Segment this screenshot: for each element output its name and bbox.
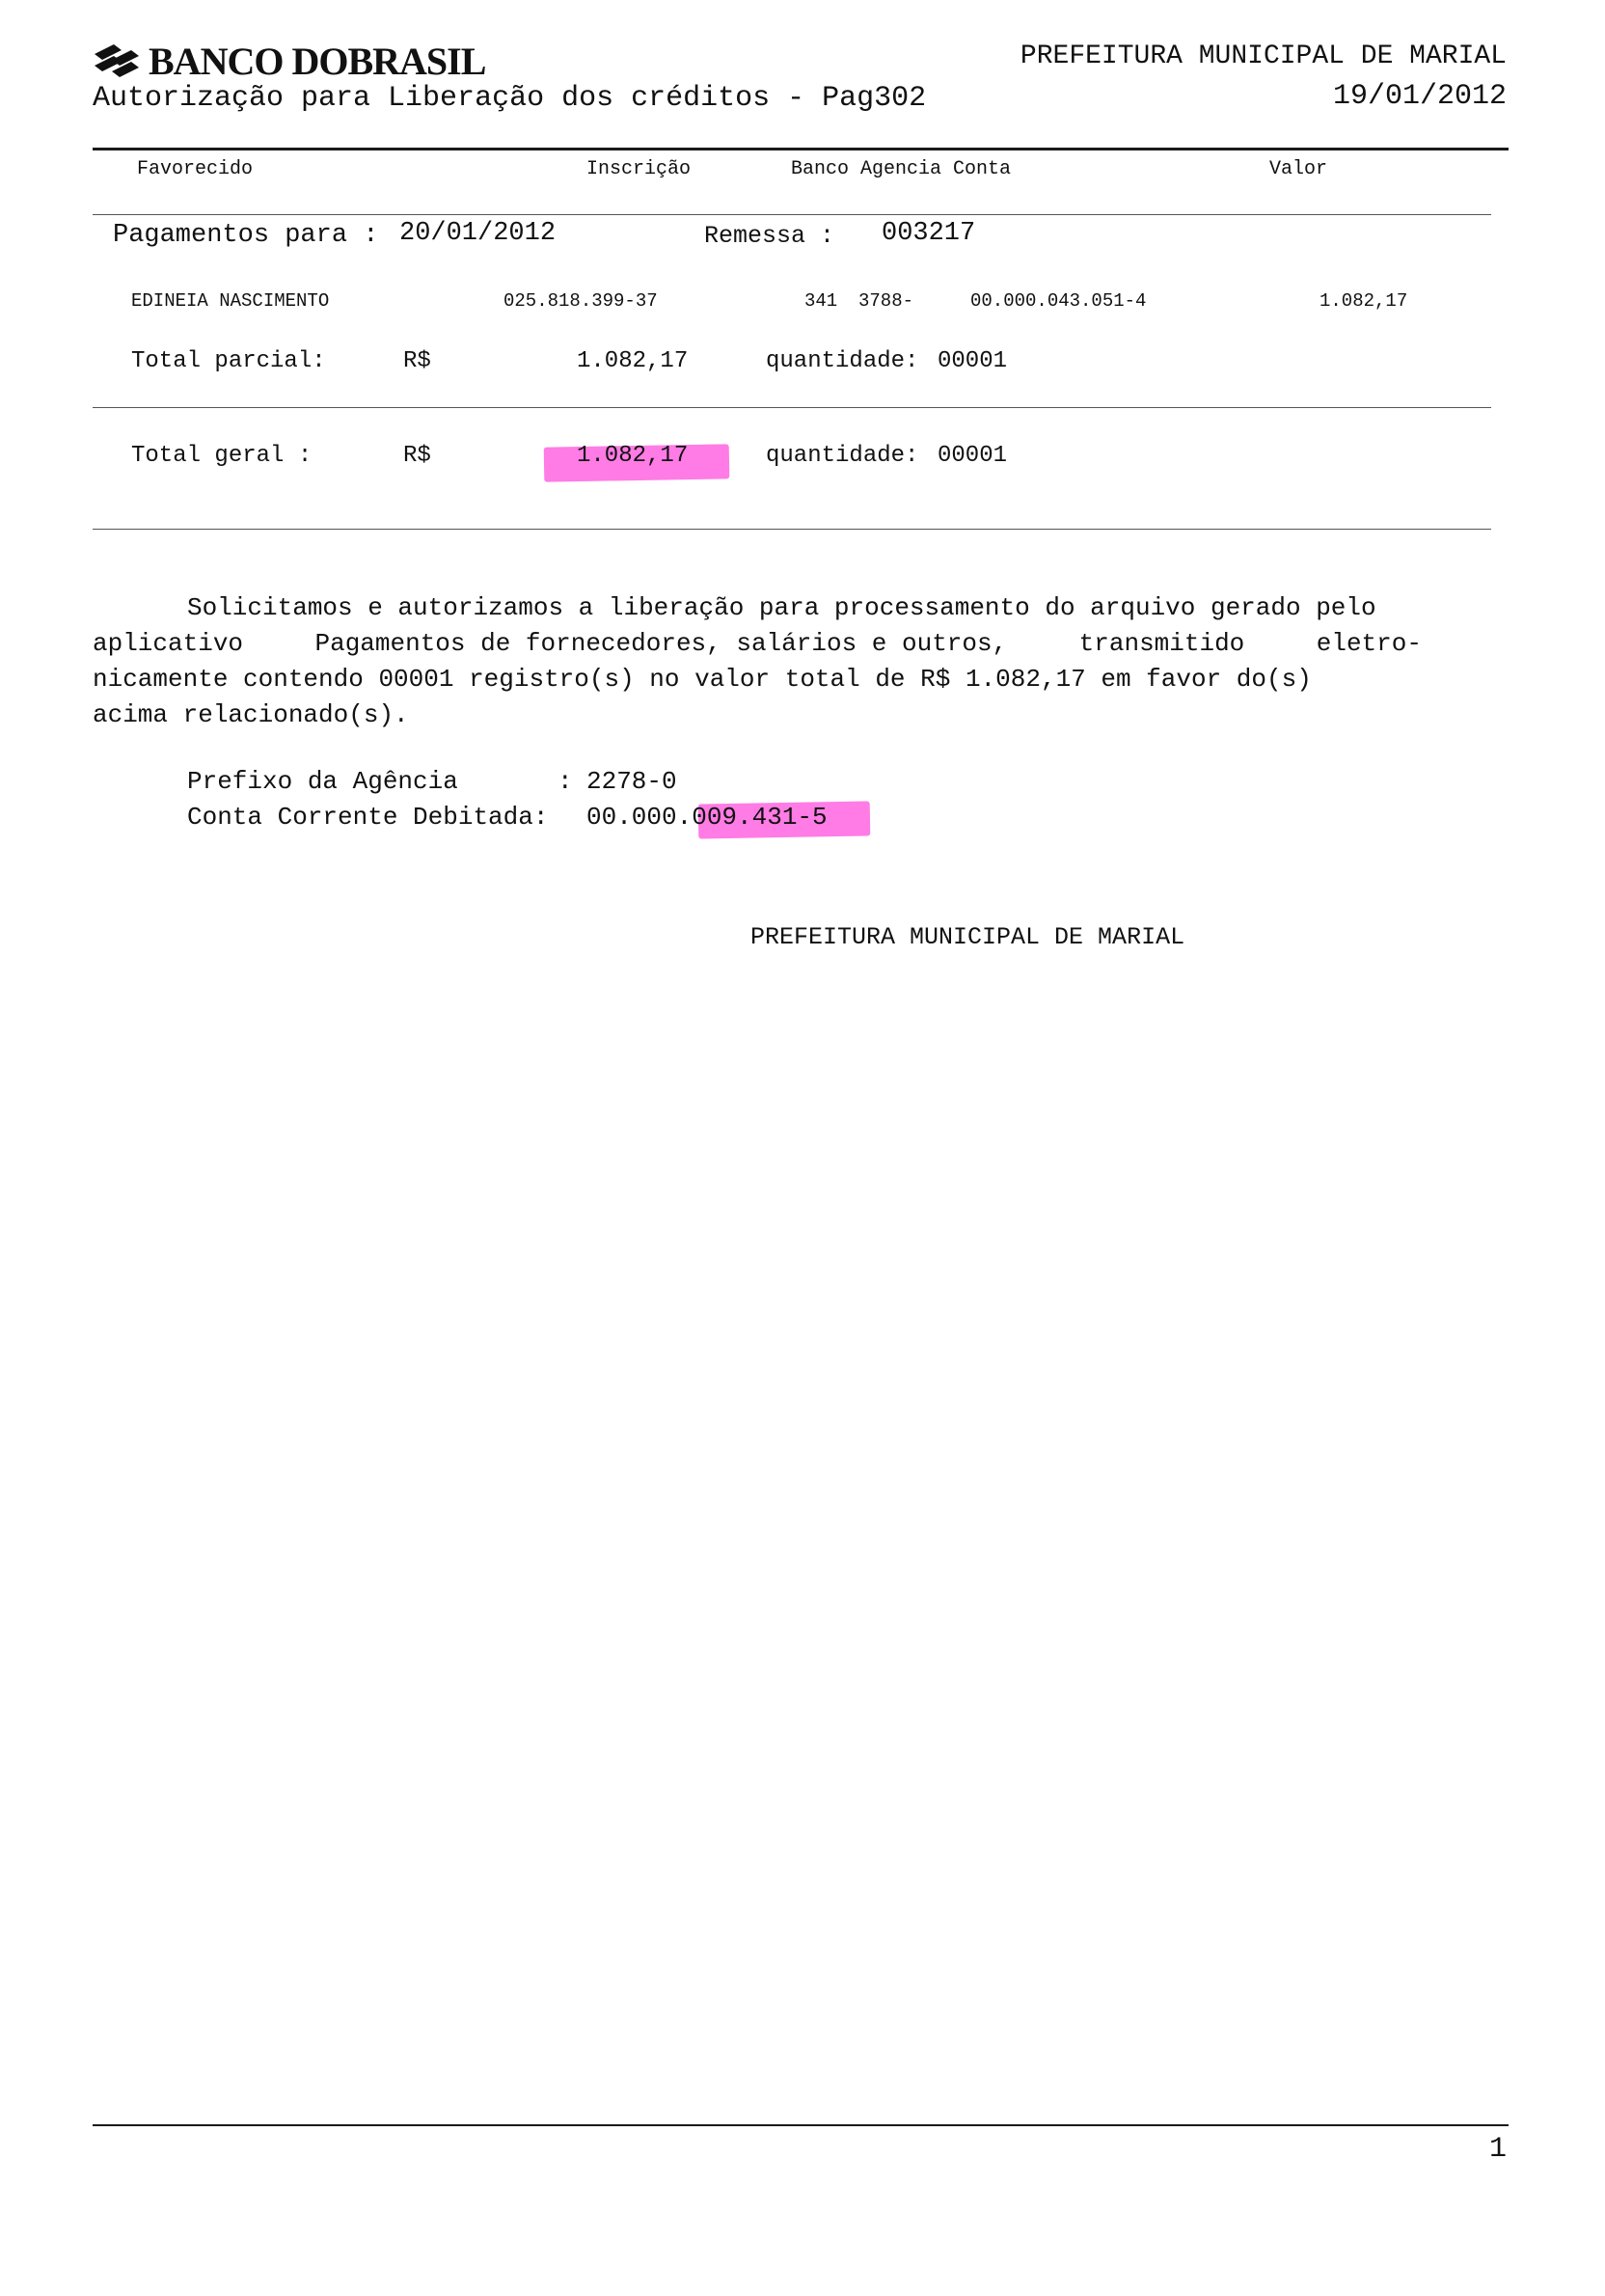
page-number: 1 <box>1488 2133 1507 2166</box>
total-parcial-label: Total parcial: <box>131 348 326 374</box>
total-parcial-value: 1.082,17 <box>577 348 689 374</box>
paragraph-line-3: nicamente contendo 00001 registro(s) no valor total de R$ 1.082,17 em favor do(s) <box>93 665 1312 694</box>
total-parcial-quantidade-label: quantidade: <box>766 348 919 374</box>
bank-name-part2: BRASIL <box>347 40 486 83</box>
banco-do-brasil-logo-icon <box>93 41 141 79</box>
total-geral-quantidade-label: quantidade: <box>766 443 919 469</box>
paragraph-word: transmitido <box>1078 629 1245 658</box>
prefixo-value: 2278-0 <box>586 767 677 796</box>
paragraph-word: aplicativo <box>93 629 244 658</box>
organization-header: PREFEITURA MUNICIPAL DE MARIAL <box>1020 41 1507 71</box>
total-geral-currency: R$ <box>403 443 431 469</box>
column-valor: Valor <box>1269 158 1328 180</box>
remessa-number: 003217 <box>882 219 976 248</box>
total-geral-value: 1.082,17 <box>577 443 689 469</box>
row-conta: 00.000.043.051-4 <box>970 290 1147 312</box>
signature-organization: PREFEITURA MUNICIPAL DE MARIAL <box>750 923 1185 951</box>
paragraph-word: Pagamentos de fornecedores, salários e outros, <box>314 629 1008 658</box>
conta-prefix: 00.000. <box>586 803 693 832</box>
total-geral-quantidade: 00001 <box>938 443 1008 469</box>
conta-highlighted: 009.431-5 <box>692 803 828 832</box>
total-parcial-quantidade: 00001 <box>938 348 1008 374</box>
total-geral-label: Total geral : <box>131 443 313 469</box>
document-title: Autorização para Liberação dos créditos - Pag302 <box>93 82 927 115</box>
total-parcial-currency: R$ <box>403 348 431 374</box>
paragraph-word: eletro- <box>1316 629 1422 658</box>
remessa-label: Remessa : <box>704 222 835 250</box>
subtotal-divider <box>93 407 1491 408</box>
bank-name-part1: BANCO DO <box>149 40 348 83</box>
payment-date: 20/01/2012 <box>399 219 557 248</box>
conta-label: Conta Corrente Debitada: <box>187 803 549 832</box>
document-date: 19/01/2012 <box>1332 80 1507 113</box>
conta-value <box>586 800 828 835</box>
paragraph-line-1: Solicitamos e autorizamos a liberação para processamento do arquivo gerado pelo <box>187 593 1376 622</box>
columns-divider <box>93 214 1491 215</box>
row-banco: 341 <box>804 290 838 312</box>
total-divider <box>93 529 1491 530</box>
column-inscricao: Inscrição <box>586 158 692 180</box>
footer-divider <box>93 2124 1509 2126</box>
prefixo-label: Prefixo da Agência <box>187 767 458 796</box>
row-valor: 1.082,17 <box>1319 290 1408 312</box>
bank-logo-text <box>149 41 485 83</box>
column-banco-agencia-conta: Banco Agencia Conta <box>791 158 1012 180</box>
column-favorecido: Favorecido <box>137 158 254 180</box>
row-agencia: 3788- <box>858 290 914 312</box>
paragraph-line-2 <box>93 626 1422 662</box>
paragraph-line-4: acima relacionado(s). <box>93 700 409 729</box>
prefixo-separator: : <box>558 767 573 796</box>
row-inscricao: 025.818.399-37 <box>503 290 658 312</box>
header-divider <box>93 148 1509 150</box>
row-name: EDINEIA NASCIMENTO <box>131 290 330 312</box>
payment-group-label: Pagamentos para : <box>113 221 379 250</box>
